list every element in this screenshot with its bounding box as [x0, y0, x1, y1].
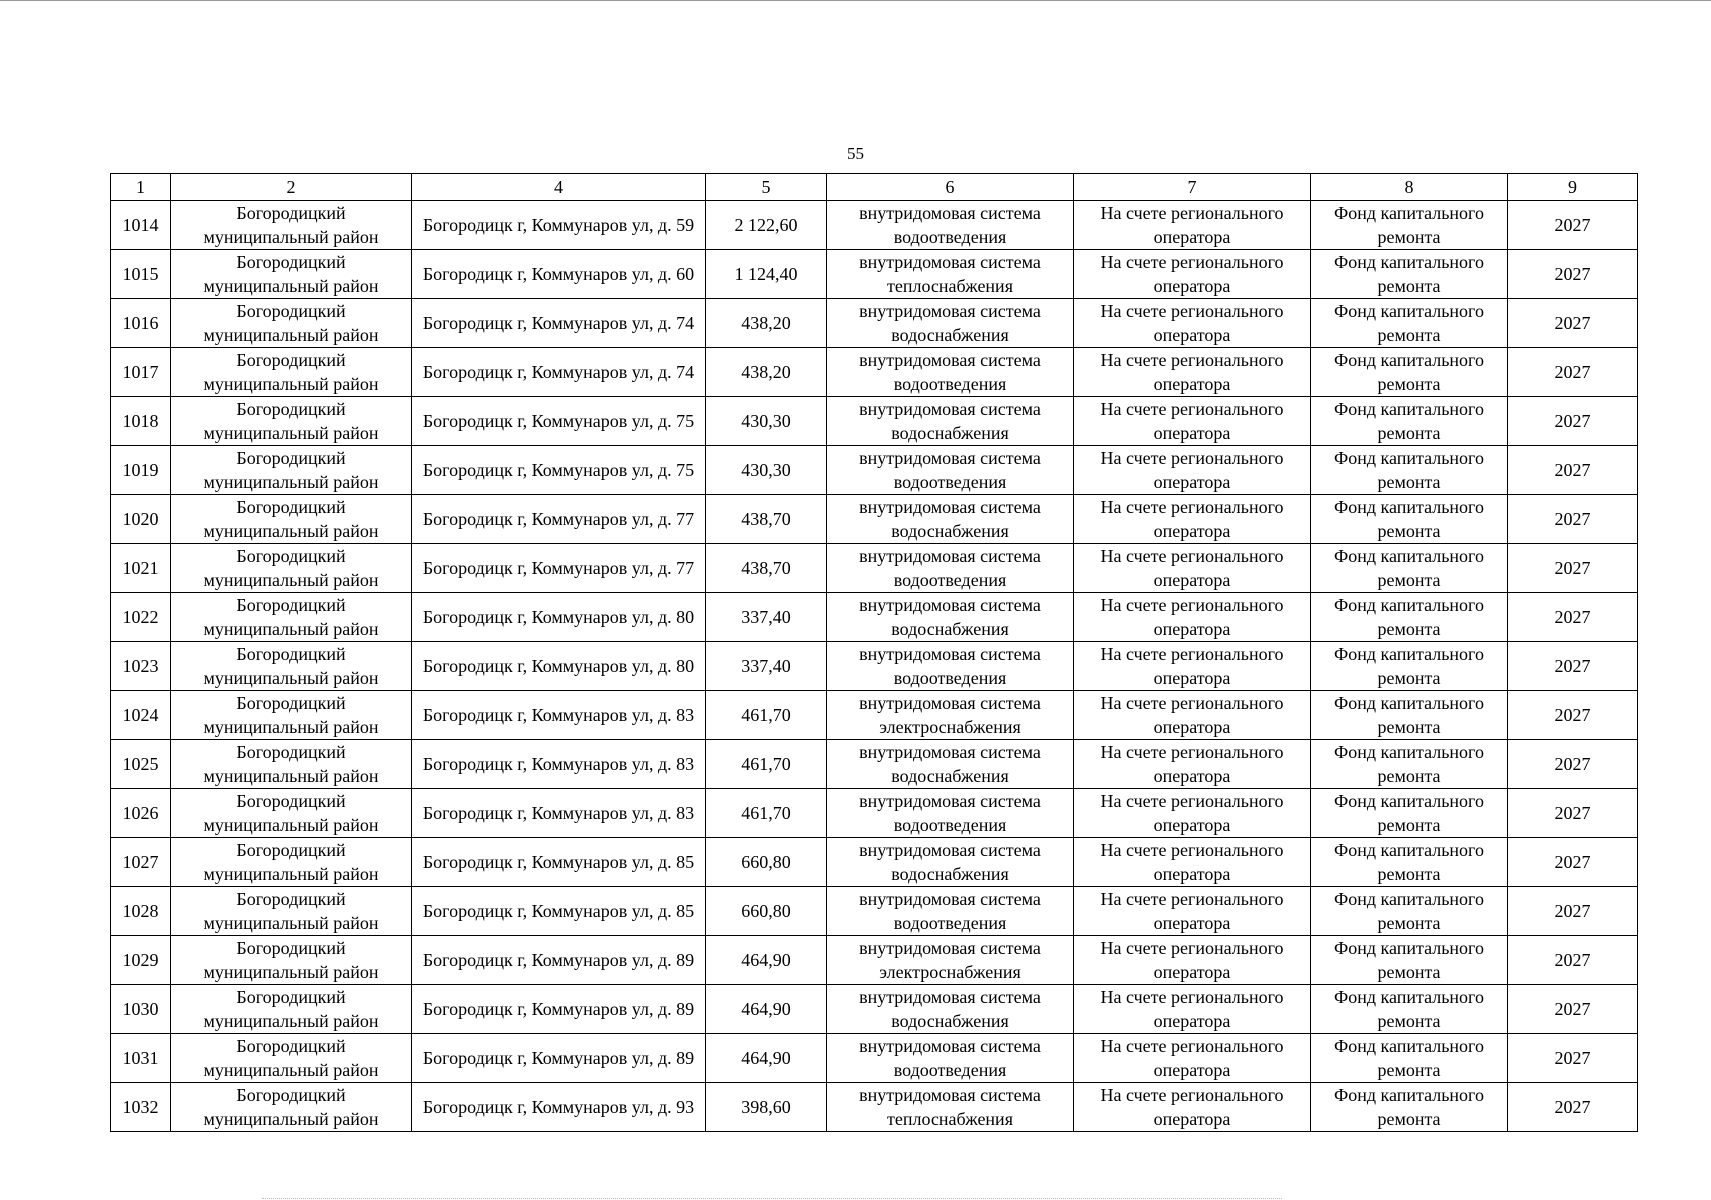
year-cell: 2027 [1508, 250, 1638, 299]
cost-cell: 430,30 [706, 397, 827, 446]
district-cell: Богородицкий муниципальный район [171, 740, 412, 789]
fund-cell: Фонд капитального ремонта [1311, 838, 1508, 887]
header-row [111, 174, 1638, 201]
column-header: 5 [706, 174, 827, 201]
fund-cell: Фонд капитального ремонта [1311, 1034, 1508, 1083]
table-body [111, 201, 1638, 1132]
system-cell: внутридомовая система водоснабжения [827, 495, 1074, 544]
account-cell: На счете регионального оператора [1074, 495, 1311, 544]
table-row [111, 985, 1638, 1034]
district-cell: Богородицкий муниципальный район [171, 250, 412, 299]
fund-cell: Фонд капитального ремонта [1311, 985, 1508, 1034]
system-cell: внутридомовая система водоотведения [827, 642, 1074, 691]
address-cell: Богородицк г, Коммунаров ул, д. 83 [412, 691, 706, 740]
table-row [111, 495, 1638, 544]
system-cell: внутридомовая система водоснабжения [827, 838, 1074, 887]
top-frame-line [0, 0, 1711, 1]
capital-repair-table [110, 173, 1638, 1132]
table-row [111, 544, 1638, 593]
column-header: 1 [111, 174, 171, 201]
address-cell: Богородицк г, Коммунаров ул, д. 89 [412, 1034, 706, 1083]
cost-cell: 461,70 [706, 789, 827, 838]
system-cell: внутридомовая система водоснабжения [827, 397, 1074, 446]
year-cell: 2027 [1508, 887, 1638, 936]
address-cell: Богородицк г, Коммунаров ул, д. 89 [412, 936, 706, 985]
cost-cell: 438,70 [706, 495, 827, 544]
address-cell: Богородицк г, Коммунаров ул, д. 75 [412, 446, 706, 495]
row-number-cell: 1018 [111, 397, 171, 446]
row-number-cell: 1030 [111, 985, 171, 1034]
fund-cell: Фонд капитального ремонта [1311, 348, 1508, 397]
column-header: 2 [171, 174, 412, 201]
address-cell: Богородицк г, Коммунаров ул, д. 83 [412, 789, 706, 838]
district-cell: Богородицкий муниципальный район [171, 642, 412, 691]
row-number-cell: 1032 [111, 1083, 171, 1132]
row-number-cell: 1023 [111, 642, 171, 691]
table-row [111, 1034, 1638, 1083]
address-cell: Богородицк г, Коммунаров ул, д. 85 [412, 887, 706, 936]
district-cell: Богородицкий муниципальный район [171, 348, 412, 397]
system-cell: внутридомовая система теплоснабжения [827, 250, 1074, 299]
row-number-cell: 1021 [111, 544, 171, 593]
account-cell: На счете регионального оператора [1074, 593, 1311, 642]
address-cell: Богородицк г, Коммунаров ул, д. 80 [412, 593, 706, 642]
fund-cell: Фонд капитального ремонта [1311, 201, 1508, 250]
address-cell: Богородицк г, Коммунаров ул, д. 77 [412, 544, 706, 593]
district-cell: Богородицкий муниципальный район [171, 299, 412, 348]
district-cell: Богородицкий муниципальный район [171, 544, 412, 593]
account-cell: На счете регионального оператора [1074, 936, 1311, 985]
address-cell: Богородицк г, Коммунаров ул, д. 74 [412, 348, 706, 397]
address-cell: Богородицк г, Коммунаров ул, д. 93 [412, 1083, 706, 1132]
cost-cell: 337,40 [706, 593, 827, 642]
row-number-cell: 1029 [111, 936, 171, 985]
year-cell: 2027 [1508, 985, 1638, 1034]
account-cell: На счете регионального оператора [1074, 201, 1311, 250]
district-cell: Богородицкий муниципальный район [171, 838, 412, 887]
fund-cell: Фонд капитального ремонта [1311, 299, 1508, 348]
fund-cell: Фонд капитального ремонта [1311, 789, 1508, 838]
account-cell: На счете регионального оператора [1074, 446, 1311, 495]
district-cell: Богородицкий муниципальный район [171, 887, 412, 936]
account-cell: На счете регионального оператора [1074, 544, 1311, 593]
address-cell: Богородицк г, Коммунаров ул, д. 89 [412, 985, 706, 1034]
district-cell: Богородицкий муниципальный район [171, 936, 412, 985]
account-cell: На счете регионального оператора [1074, 642, 1311, 691]
account-cell: На счете регионального оператора [1074, 789, 1311, 838]
fund-cell: Фонд капитального ремонта [1311, 544, 1508, 593]
address-cell: Богородицк г, Коммунаров ул, д. 60 [412, 250, 706, 299]
account-cell: На счете регионального оператора [1074, 887, 1311, 936]
address-cell: Богородицк г, Коммунаров ул, д. 83 [412, 740, 706, 789]
row-number-cell: 1026 [111, 789, 171, 838]
account-cell: На счете регионального оператора [1074, 397, 1311, 446]
address-cell: Богородицк г, Коммунаров ул, д. 74 [412, 299, 706, 348]
district-cell: Богородицкий муниципальный район [171, 201, 412, 250]
system-cell: внутридомовая система водоотведения [827, 887, 1074, 936]
table-row [111, 642, 1638, 691]
cost-cell: 430,30 [706, 446, 827, 495]
year-cell: 2027 [1508, 593, 1638, 642]
row-number-cell: 1016 [111, 299, 171, 348]
table-row [111, 397, 1638, 446]
district-cell: Богородицкий муниципальный район [171, 397, 412, 446]
district-cell: Богородицкий муниципальный район [171, 789, 412, 838]
row-number-cell: 1024 [111, 691, 171, 740]
row-number-cell: 1019 [111, 446, 171, 495]
column-header: 4 [412, 174, 706, 201]
table-row [111, 936, 1638, 985]
account-cell: На счете регионального оператора [1074, 250, 1311, 299]
system-cell: внутридомовая система водоснабжения [827, 985, 1074, 1034]
system-cell: внутридомовая система электроснабжения [827, 936, 1074, 985]
year-cell: 2027 [1508, 691, 1638, 740]
fund-cell: Фонд капитального ремонта [1311, 250, 1508, 299]
table-header [111, 174, 1638, 201]
district-cell: Богородицкий муниципальный район [171, 495, 412, 544]
account-cell: На счете регионального оператора [1074, 348, 1311, 397]
fund-cell: Фонд капитального ремонта [1311, 936, 1508, 985]
row-number-cell: 1025 [111, 740, 171, 789]
system-cell: внутридомовая система теплоснабжения [827, 1083, 1074, 1132]
address-cell: Богородицк г, Коммунаров ул, д. 80 [412, 642, 706, 691]
column-header: 9 [1508, 174, 1638, 201]
year-cell: 2027 [1508, 642, 1638, 691]
column-header: 7 [1074, 174, 1311, 201]
account-cell: На счете регионального оператора [1074, 1083, 1311, 1132]
year-cell: 2027 [1508, 789, 1638, 838]
system-cell: внутридомовая система водоотведения [827, 348, 1074, 397]
table-row [111, 250, 1638, 299]
cost-cell: 464,90 [706, 985, 827, 1034]
fund-cell: Фонд капитального ремонта [1311, 691, 1508, 740]
system-cell: внутридомовая система водоотведения [827, 446, 1074, 495]
table-row [111, 201, 1638, 250]
district-cell: Богородицкий муниципальный район [171, 593, 412, 642]
table-row [111, 691, 1638, 740]
table-row [111, 446, 1638, 495]
fund-cell: Фонд капитального ремонта [1311, 397, 1508, 446]
cost-cell: 398,60 [706, 1083, 827, 1132]
row-number-cell: 1031 [111, 1034, 171, 1083]
system-cell: внутридомовая система водоснабжения [827, 740, 1074, 789]
address-cell: Богородицк г, Коммунаров ул, д. 85 [412, 838, 706, 887]
cost-cell: 2 122,60 [706, 201, 827, 250]
table-row [111, 299, 1638, 348]
system-cell: внутридомовая система водоснабжения [827, 299, 1074, 348]
table-row [111, 838, 1638, 887]
table-row [111, 887, 1638, 936]
fund-cell: Фонд капитального ремонта [1311, 887, 1508, 936]
table-row [111, 348, 1638, 397]
account-cell: На счете регионального оператора [1074, 838, 1311, 887]
district-cell: Богородицкий муниципальный район [171, 1083, 412, 1132]
system-cell: внутридомовая система водоотведения [827, 201, 1074, 250]
year-cell: 2027 [1508, 1083, 1638, 1132]
table-row [111, 789, 1638, 838]
year-cell: 2027 [1508, 201, 1638, 250]
cost-cell: 438,70 [706, 544, 827, 593]
cost-cell: 464,90 [706, 936, 827, 985]
cost-cell: 461,70 [706, 740, 827, 789]
table-row [111, 1083, 1638, 1132]
cost-cell: 438,20 [706, 299, 827, 348]
table-row [111, 740, 1638, 789]
address-cell: Богородицк г, Коммунаров ул, д. 59 [412, 201, 706, 250]
address-cell: Богородицк г, Коммунаров ул, д. 77 [412, 495, 706, 544]
year-cell: 2027 [1508, 1034, 1638, 1083]
column-header: 6 [827, 174, 1074, 201]
system-cell: внутридомовая система водоснабжения [827, 593, 1074, 642]
fund-cell: Фонд капитального ремонта [1311, 642, 1508, 691]
cost-cell: 1 124,40 [706, 250, 827, 299]
year-cell: 2027 [1508, 544, 1638, 593]
year-cell: 2027 [1508, 446, 1638, 495]
year-cell: 2027 [1508, 299, 1638, 348]
cost-cell: 337,40 [706, 642, 827, 691]
account-cell: На счете регионального оператора [1074, 1034, 1311, 1083]
fund-cell: Фонд капитального ремонта [1311, 593, 1508, 642]
year-cell: 2027 [1508, 495, 1638, 544]
fund-cell: Фонд капитального ремонта [1311, 495, 1508, 544]
year-cell: 2027 [1508, 740, 1638, 789]
row-number-cell: 1014 [111, 201, 171, 250]
district-cell: Богородицкий муниципальный район [171, 446, 412, 495]
year-cell: 2027 [1508, 936, 1638, 985]
account-cell: На счете регионального оператора [1074, 691, 1311, 740]
fund-cell: Фонд капитального ремонта [1311, 1083, 1508, 1132]
page-number: 55 [847, 144, 864, 163]
account-cell: На счете регионального оператора [1074, 740, 1311, 789]
address-cell: Богородицк г, Коммунаров ул, д. 75 [412, 397, 706, 446]
system-cell: внутридомовая система электроснабжения [827, 691, 1074, 740]
row-number-cell: 1020 [111, 495, 171, 544]
cost-cell: 461,70 [706, 691, 827, 740]
table-row [111, 593, 1638, 642]
row-number-cell: 1028 [111, 887, 171, 936]
district-cell: Богородицкий муниципальный район [171, 691, 412, 740]
cost-cell: 660,80 [706, 887, 827, 936]
fund-cell: Фонд капитального ремонта [1311, 740, 1508, 789]
system-cell: внутридомовая система водоотведения [827, 1034, 1074, 1083]
district-cell: Богородицкий муниципальный район [171, 1034, 412, 1083]
cost-cell: 464,90 [706, 1034, 827, 1083]
system-cell: внутридомовая система водоотведения [827, 544, 1074, 593]
cost-cell: 660,80 [706, 838, 827, 887]
column-header: 8 [1311, 174, 1508, 201]
cost-cell: 438,20 [706, 348, 827, 397]
account-cell: На счете регионального оператора [1074, 985, 1311, 1034]
year-cell: 2027 [1508, 397, 1638, 446]
row-number-cell: 1022 [111, 593, 171, 642]
row-number-cell: 1015 [111, 250, 171, 299]
fund-cell: Фонд капитального ремонта [1311, 446, 1508, 495]
year-cell: 2027 [1508, 838, 1638, 887]
year-cell: 2027 [1508, 348, 1638, 397]
account-cell: На счете регионального оператора [1074, 299, 1311, 348]
row-number-cell: 1027 [111, 838, 171, 887]
system-cell: внутридомовая система водоотведения [827, 789, 1074, 838]
row-number-cell: 1017 [111, 348, 171, 397]
district-cell: Богородицкий муниципальный район [171, 985, 412, 1034]
